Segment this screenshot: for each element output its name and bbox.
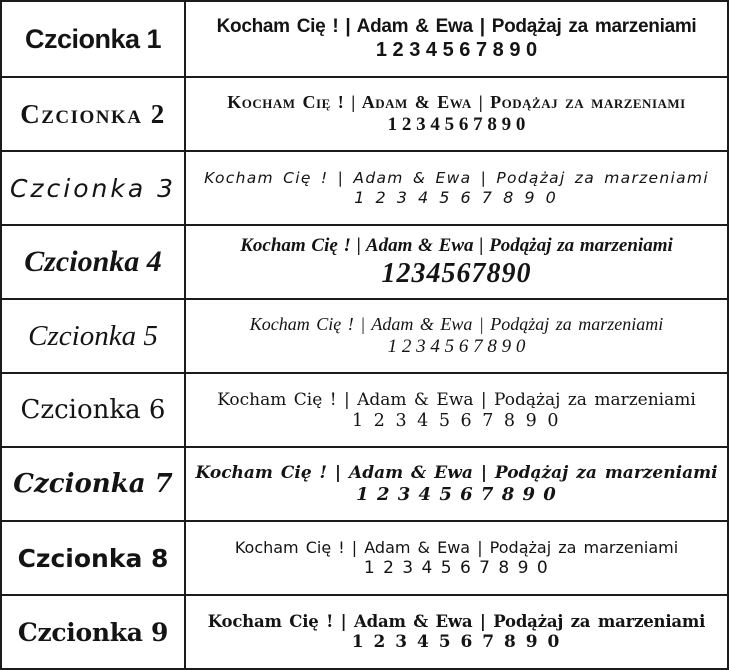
font-row-3 [2,150,727,224]
font-label-cell [2,596,186,668]
font-row-5 [2,298,727,372]
sample-numbers: 1 2 3 4 5 6 7 8 9 0 [375,39,538,61]
font-row-6 [2,372,727,446]
sample-numbers: 1 2 3 4 5 6 7 8 9 0 [356,484,557,505]
sample-text: Kocham Cię ! | Adam & Ewa | Podążaj za marzeniami [227,92,686,112]
font-row-4 [2,224,727,298]
sample-numbers: 1 2 3 4 5 6 7 8 9 0 [351,632,562,652]
font-row-2 [2,76,727,150]
font-name-label: Czcionka 4 [24,245,162,278]
font-name-label: Czcionka 6 [20,395,166,425]
font-label-cell [2,522,186,594]
sample-text: Kocham Cię ! | Adam & Ewa | Podążaj za marzeniami [234,538,679,557]
font-name-label: Czcionka 8 [17,543,169,573]
font-sample-cell [186,226,727,298]
font-name-label: Czcionka 7 [13,469,173,499]
sample-text: Kocham Cię ! | Adam & Ewa | Podążaj za marzeniami [240,234,673,256]
font-label-cell [2,374,186,446]
sample-numbers: 1 2 3 4 5 6 7 8 9 0 [354,188,559,207]
font-sample-cell [186,2,727,76]
sample-numbers: 1234567890 [381,257,532,289]
font-sample-cell [186,374,727,446]
sample-text: Kocham Cię ! | Adam & Ewa | Podążaj za marzeniami [195,463,718,483]
font-sample-cell [186,522,727,594]
font-name-label: Czcionka 5 [28,319,158,352]
font-label-cell [2,152,186,224]
font-name-label: Czcionka 1 [24,23,162,54]
font-name-label: Czcionka 2 [20,98,166,129]
font-sample-cell [186,152,727,224]
font-row-1 [2,2,727,76]
font-label-cell [2,448,186,520]
font-sample-cell [186,300,727,372]
font-sample-cell [186,78,727,150]
sample-text: Kocham Cię ! | Adam & Ewa | Podążaj za marzeniami [204,169,709,187]
font-name-label: Czcionka 3 [9,173,177,203]
font-sample-cell [186,596,727,668]
font-row-7 [2,446,727,520]
font-row-9 [2,594,727,668]
sample-numbers: 1 2 3 4 5 6 7 8 9 0 [387,336,526,357]
font-name-label: Czcionka 9 [17,617,169,647]
sample-numbers: 1 2 3 4 5 6 7 8 9 0 [352,410,561,431]
font-label-cell [2,300,186,372]
sample-text: Kocham Cię ! | Adam & Ewa | Podążaj za marzeniami [216,16,697,37]
sample-numbers: 1 2 3 4 5 6 7 8 9 0 [387,114,526,135]
sample-numbers: 1 2 3 4 5 6 7 8 9 0 [363,558,550,578]
sample-text: Kocham Cię ! | Adam & Ewa | Podążaj za marzeniami [249,314,664,334]
font-label-cell [2,226,186,298]
font-label-cell [2,2,186,76]
sample-text: Kocham Cię ! | Adam & Ewa | Podążaj za marzeniami [207,612,706,631]
sample-text: Kocham Cię ! | Adam & Ewa | Podążaj za marzeniami [217,389,696,410]
font-row-8 [2,520,727,594]
font-sample-cell [186,448,727,520]
font-label-cell [2,78,186,150]
